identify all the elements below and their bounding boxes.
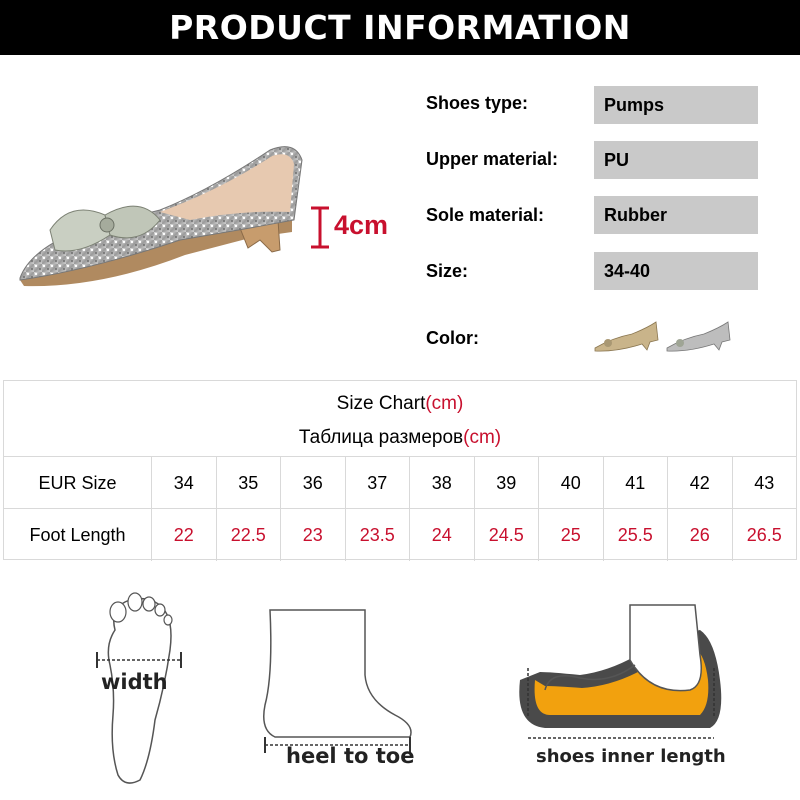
eur-size-cell: 41 (604, 457, 669, 509)
silver-shoe-icon[interactable] (664, 318, 734, 358)
eur-size-cell: 35 (217, 457, 282, 509)
page-title: PRODUCT INFORMATION (0, 0, 800, 55)
gold-shoe-icon[interactable] (592, 318, 662, 358)
size-chart (3, 380, 797, 560)
eur-size-header: EUR Size (4, 457, 152, 509)
width-label: width (101, 670, 168, 694)
foot-length-cell: 25.5 (604, 509, 669, 561)
sole-material-label: Sole material: (426, 205, 545, 225)
eur-size-cell: 40 (539, 457, 604, 509)
sole-material-value: Rubber (594, 196, 758, 234)
eur-size-cell: 39 (475, 457, 540, 509)
foot-length-cell: 26.5 (746, 524, 782, 545)
shoes-inner-length-label: shoes inner length (536, 746, 726, 767)
shoes-type-value: Pumps (594, 86, 758, 124)
color-label: Color: (426, 328, 479, 348)
foot-length-cell: 22 (152, 509, 217, 561)
foot-length-cell: 25 (539, 509, 604, 561)
shoes-type-label: Shoes type: (426, 93, 529, 113)
eur-size-cell: 34 (152, 457, 217, 509)
heel-to-toe-diagram (255, 605, 420, 765)
eur-size-cell: 38 (410, 457, 475, 509)
foot-length-cell: 24.5 (475, 509, 540, 561)
foot-length-header: Foot Length (4, 509, 152, 561)
eur-size-cell: 43 (754, 472, 775, 493)
eur-size-row (4, 456, 796, 509)
heel-height-marker (305, 205, 335, 250)
size-value: 34-40 (594, 252, 758, 290)
upper-material-label: Upper material: (426, 149, 559, 169)
size-chart-title: Size Chart(cm) (336, 393, 464, 414)
size-label: Size: (426, 261, 469, 281)
heel-height-value: 4cm (334, 210, 389, 240)
foot-length-cell: 23 (281, 509, 346, 561)
upper-material-value: PU (594, 141, 758, 179)
shoe-image (10, 120, 310, 300)
heel-to-toe-label: heel to toe (286, 744, 415, 768)
eur-size-cell: 36 (281, 457, 346, 509)
eur-size-cell: 42 (668, 457, 733, 509)
size-chart-title-ru: Таблица размеров(cm) (298, 427, 502, 448)
eur-size-cell: 37 (346, 457, 411, 509)
foot-length-cell: 22.5 (217, 509, 282, 561)
foot-length-cell: 26 (668, 509, 733, 561)
foot-length-cell: 24 (410, 509, 475, 561)
foot-length-cell: 23.5 (346, 509, 411, 561)
foot-length-row (4, 508, 796, 561)
shoe-inner-length-diagram (510, 600, 735, 750)
